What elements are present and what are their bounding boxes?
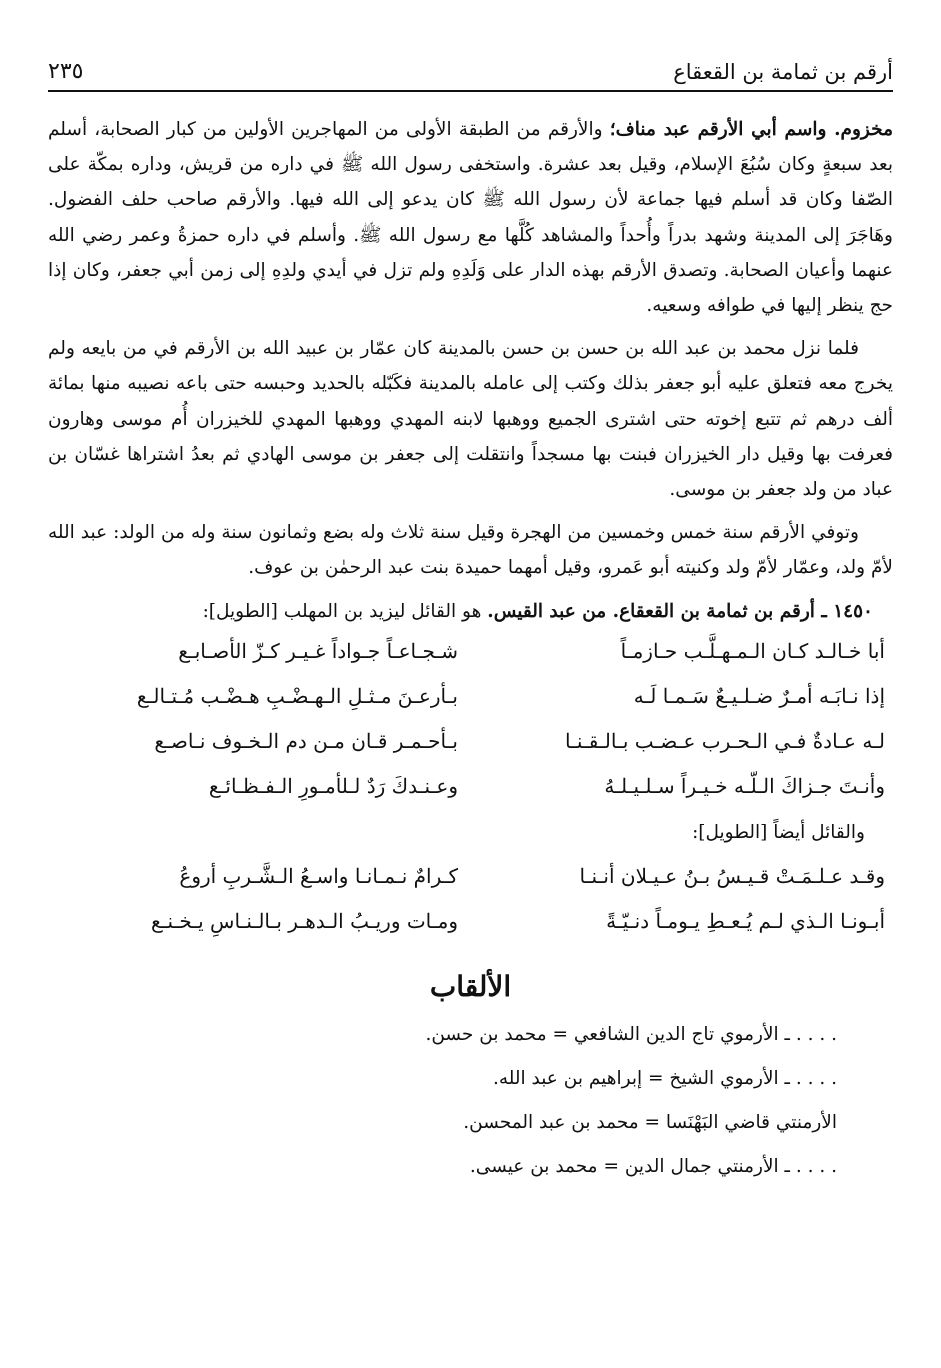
verse-first-hemistich: لـه عـادةٌ فـي الـحـرب عـضـب بـالـقـنـا	[564, 729, 885, 754]
verse-second-hemistich: كـرامٌ نـمـانـا واسـعُ الـشَّـربِ أروعُ	[179, 864, 458, 889]
paragraph-1	[48, 112, 893, 323]
list-item: الأرمنتي قاضي البَهْنَسا = محمد بن عبد المحسن.	[463, 1111, 837, 1133]
entry-title: ١٤٥٠ ـ أرقم بن ثمامة بن القعقاع. من عبد القيس.	[487, 600, 873, 622]
list-item: . . . . ـ الأرموي تاج الدين الشافعي = محمد بن حسن.	[425, 1023, 837, 1045]
section-title: الألقاب	[429, 969, 512, 1003]
verse-second-hemistich: وعـنـدكَ رَدٌ لـلأمـورِ الـفـظـائـع	[208, 774, 458, 799]
verse-line	[48, 854, 885, 899]
verse-line	[48, 629, 885, 674]
paragraph-1-bold: مخزوم. واسم أبي الأرقم عبد مناف؛	[609, 119, 893, 140]
paragraph-1-text: والأرقم من الطبقة الأولى من المهاجرين الأولين من كبار الصحابة، أسلم بعد سبعةٍ وكان سُبُعَ الإسلام، وقيل بعد عشرة. واستخفى رسول الله ﷺ في داره من قريش، وداره بمكّة على الصّفا وكان قد أسلم فيها جماعة لأن رسول الله ﷺ كان يدعو إلى الله فيها. والأرقم صاحب حلف الفضول. وهَاجَرَ إلى المدينة وشهد بدراً وأُحداً والمشاهد كُلَّها مع رسول الله ﷺ. وأسلم في داره حمزةُ وعمر رضي الله عنهما وأعيان الصحابة. وتصدق الأرقم بهذه الدار على وَلَدِهِ ولم تزل في أيدي ولدِهِ إلى زمن أبي جعفر، وكان إذا حج ينظر إليها في طوافه وسعيه.	[48, 119, 893, 317]
entry-text: هو القائل ليزيد بن المهلب [الطويل]:	[202, 600, 488, 622]
page-number: ٢٣٥	[48, 59, 84, 84]
verse-second-hemistich: شـجـاعـاً جـواداً غـيـر كـزّ الأصـابـع	[178, 639, 458, 664]
running-title: أرقم بن ثمامة بن القعقاع	[673, 60, 893, 84]
verse-first-hemistich: أبا خـالـد كـان الـمـهـلَّـب حـازمـاً	[620, 639, 885, 664]
poem-1	[48, 629, 893, 809]
verse-line	[48, 719, 885, 764]
alqab-list	[48, 1013, 893, 1189]
verse-first-hemistich: وقـد عـلـمَـتْ قـيـسُ بـنُ عـيـلان أنـنـا	[579, 864, 885, 889]
paragraph-3: وتوفي الأرقم سنة خمس وخمسين من الهجرة وقيل سنة ثلاث وله بضع وثمانون سنة وله من الولد: عبد الله لأمّ ولد، وعمّار لأمّ ولد وكنيته أبو عَمرو، وقيل أمهما حميدة بنت عبد الرحمٰن بن عوف.	[48, 522, 893, 579]
verse-line	[48, 899, 885, 944]
poem-2-intro: والقائل أيضاً [الطويل]:	[692, 821, 865, 843]
list-item: . . . . ـ الأرموي الشيخ = إبراهيم بن عبد الله.	[492, 1067, 837, 1089]
verse-line	[48, 674, 885, 719]
entry-heading	[48, 594, 893, 629]
verse-second-hemistich: ومـات وريـبُ الـدهـر بـالـنـاسِ يـخـنـع	[150, 909, 458, 934]
verse-second-hemistich: بـأرعـنَ مـثـلِ الـهـضْـبِ هـضْـب مُـتـالـع	[136, 684, 458, 709]
page-header	[48, 46, 893, 92]
list-item: . . . . ـ الأرمنتي جمال الدين = محمد بن عيسى.	[469, 1155, 837, 1177]
verse-second-hemistich: بـأحـمـر قـان مـن دم الـخـوف نـاصـع	[154, 729, 458, 754]
verse-first-hemistich: أبـونـا الـذي لـم يُـعـطِ يـومـاً دنـيّـةً	[606, 909, 885, 934]
verse-line	[48, 764, 885, 809]
verse-first-hemistich: وأنـتَ جـزاكَ الـلّـه خـيـراً سـلـيـلـهُ	[604, 774, 885, 799]
page-body	[48, 112, 893, 1189]
paragraph-2: فلما نزل محمد بن عبد الله بن حسن بن حسن بالمدينة كان عمّار بن عبيد الله بن الأرقم في من بايعه ولم يخرج معه فتعلق عليه أبو جعفر بذلك وكتب إلى عامله بالمدينة فكَبّله بالحديد وحبسه حتى باعه نصيبه منها بمائة ألف درهم ثم تتبع إخوته حتى اشترى الجميع ووهبها لابنه المهدي ووهبها المهدي للخيزران أُم موسى وهارون فعرفت بها وقيل دار الخيزران فبنت بها مسجداً وانتقلت إلى جعفر بن موسى الهادي ثم بعدُ اشتراها غسّان بن عباد من ولد جعفر بن موسى.	[48, 338, 893, 501]
verse-first-hemistich: إذا نـابَـه أمـرٌ ضـلـيـعٌ سَـمـا لَـه	[633, 684, 885, 709]
poem-2	[48, 854, 893, 944]
